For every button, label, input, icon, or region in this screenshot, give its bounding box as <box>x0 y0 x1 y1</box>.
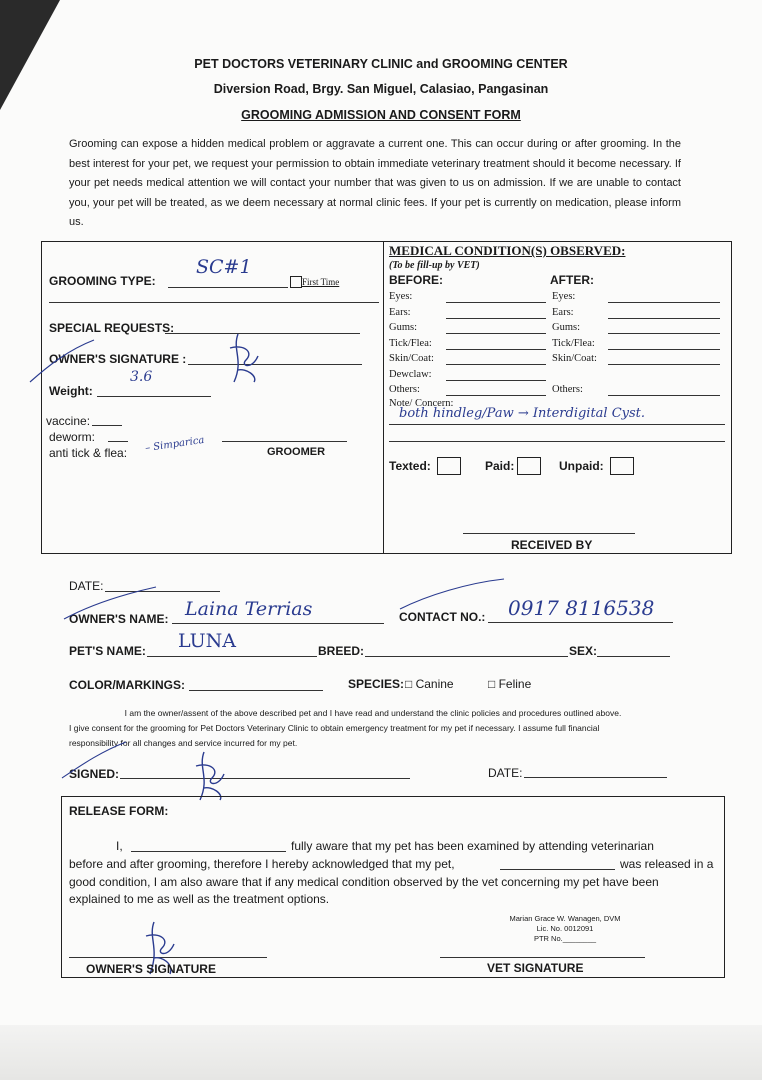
weight-value[interactable]: 3.6 <box>130 369 153 385</box>
paid-label: Paid: <box>485 459 515 473</box>
unpaid-checkbox[interactable] <box>610 457 634 475</box>
medical-subtitle: (To be fill-up by VET) <box>389 260 480 271</box>
intro-paragraph: Grooming can expose a hidden medical problem or aggravate a current one. This can occur during or after grooming. In the best interest for your pet, we request your permission to obtain immediate veterinary treatment should it become necessary. If your pet needs medical attention we will contact your number that was given to us on admission. If we are unable to contact you, your pet will be treated, as we deem necessary at normal clinic fees. If your pet is currently on medication, please inform us. <box>69 138 681 228</box>
medical-title: MEDICAL CONDITION(S) OBSERVED: <box>389 243 626 258</box>
texted-checkbox[interactable] <box>437 457 461 475</box>
release-vet-signature-label: VET SIGNATURE <box>487 961 584 975</box>
form-title: GROOMING ADMISSION AND CONSENT FORM <box>241 108 521 122</box>
note-label: Note/ Concern: <box>389 398 454 409</box>
groomer-line <box>222 441 347 442</box>
feline-option[interactable]: □ Feline <box>488 677 532 691</box>
after-field-label: Ears: <box>552 306 574 318</box>
paid-checkbox[interactable] <box>517 457 541 475</box>
before-field-line[interactable] <box>446 349 546 350</box>
before-field-line[interactable] <box>446 364 546 365</box>
release-title: RELEASE FORM: <box>69 804 169 818</box>
anti-tick-value[interactable]: – Simparica <box>144 434 206 455</box>
note-line-1 <box>389 424 725 425</box>
consent-line-2: I give consent for the grooming for Pet Doctors Veterinary Clinic to obtain emergency treatment for my pet if necessary. I assume full financial <box>69 723 600 733</box>
release-text-1: fully aware that my pet has been examined by attending veterinarian <box>291 839 654 853</box>
after-field-line[interactable] <box>608 318 720 319</box>
release-text-5: explained to me as well as the treatment options. <box>69 892 330 906</box>
contact-label: CONTACT NO.: <box>399 610 486 624</box>
note-line-2 <box>389 441 725 442</box>
vet-stamp <box>500 914 630 944</box>
before-field-label: Others: <box>389 384 420 395</box>
after-field-line[interactable] <box>608 364 720 365</box>
contact-stroke <box>398 577 508 612</box>
pet-name-value[interactable]: LUNA <box>178 630 236 652</box>
grooming-type-label: GROOMING TYPE: <box>49 274 156 288</box>
before-field-label: Eyes: <box>389 291 413 302</box>
before-field-label: Ears: <box>389 306 411 318</box>
release-name-line <box>131 851 286 852</box>
contact-value[interactable]: 0917 8116538 <box>508 596 655 620</box>
color-markings-line <box>189 690 323 691</box>
release-vet-signature-line <box>440 957 645 958</box>
texted-label: Texted: <box>389 459 431 473</box>
note-value[interactable]: both hindleg/Paw → Interdigital Cyst. <box>399 406 646 421</box>
owner-signature-scribble <box>224 330 269 385</box>
consent-line-3: responsibility for all changes and service incurred for my pet. <box>69 738 298 748</box>
grooming-type-value[interactable]: SC#1 <box>196 256 252 278</box>
signed-label: SIGNED: <box>69 767 120 781</box>
before-field-label: Tick/Flea: <box>389 337 432 349</box>
before-label: BEFORE: <box>389 273 443 287</box>
weight-label: Weight: <box>49 384 93 398</box>
after-field-label: Others: <box>552 384 583 395</box>
after-field-label: Gums: <box>552 322 581 333</box>
before-field-line[interactable] <box>446 380 546 381</box>
vet-stamp-license: Lic. No. 0012091 <box>536 924 594 933</box>
owner-name-label: OWNER'S NAME: <box>69 612 169 626</box>
release-pet-line <box>500 869 615 870</box>
vet-stamp-ptr: PTR No.________ <box>533 934 597 943</box>
before-field-label: Dewclaw: <box>389 368 432 380</box>
vaccine-label: vaccine: <box>46 414 91 428</box>
before-field-label: Gums: <box>389 322 418 333</box>
before-field-line[interactable] <box>446 318 546 319</box>
weight-line <box>97 396 211 397</box>
after-field-line[interactable] <box>608 333 720 334</box>
release-i-label: I, <box>116 839 123 853</box>
deworm-label: deworm: <box>49 430 96 444</box>
unpaid-label: Unpaid: <box>559 459 604 473</box>
owner-name-value[interactable]: Laina Terrias <box>185 598 313 620</box>
breed-label: BREED: <box>318 644 365 658</box>
species-label: SPECIES: <box>348 677 405 691</box>
vet-stamp-name: Marian Grace W. Wanagen, DVM <box>509 914 621 923</box>
consent-date-label: DATE: <box>488 766 523 780</box>
received-by-label: RECEIVED BY <box>511 538 593 552</box>
pet-name-line <box>147 656 317 657</box>
signed-scribble <box>190 748 230 803</box>
panel-divider <box>383 242 384 553</box>
before-field-line[interactable] <box>446 395 546 396</box>
signed-stroke <box>60 740 130 780</box>
groomer-label: GROOMER <box>267 446 326 458</box>
release-text-3: was released in a <box>620 857 714 871</box>
clinic-name: PET DOCTORS VETERINARY CLINIC and GROOMING CENTER <box>194 57 568 71</box>
anti-tick-label: anti tick & flea: <box>49 446 128 460</box>
owner-signature-stroke <box>28 336 98 386</box>
breed-line <box>365 656 568 657</box>
after-field-line[interactable] <box>608 302 720 303</box>
release-owner-signature-label: OWNER'S SIGNATURE <box>86 962 216 976</box>
grooming-type-line <box>168 287 288 288</box>
pet-name-label: PET'S NAME: <box>69 644 146 658</box>
after-label: AFTER: <box>550 273 594 287</box>
color-markings-label: COLOR/MARKINGS: <box>69 678 185 692</box>
consent-line-1: I am the owner/assent of the above described pet and I have read and understand the clinic policies and procedures outlined above. <box>124 708 622 718</box>
date-label-top: DATE: <box>69 579 104 593</box>
owner-name-stroke <box>60 585 160 625</box>
owners-signature-label: OWNER'S SIGNATURE : <box>49 352 187 366</box>
before-field-line[interactable] <box>446 302 546 303</box>
owners-signature-line <box>188 364 362 365</box>
signed-line <box>120 778 410 779</box>
contact-line <box>488 622 673 623</box>
after-field-label: Tick/Flea: <box>552 337 595 349</box>
clinic-address: Diversion Road, Brgy. San Miguel, Calasiao, Pangasinan <box>213 82 549 96</box>
before-field-line[interactable] <box>446 333 546 334</box>
release-text-4: good condition, I am also aware that if any medical condition observed by the vet concerning my pet have been <box>69 875 659 889</box>
first-time-checkbox[interactable] <box>290 276 302 288</box>
received-by-line <box>463 533 635 534</box>
release-text-2: before and after grooming, therefore I hereby acknowledged that my pet, <box>69 857 455 871</box>
first-time-label: First Time <box>302 277 340 287</box>
after-field-line[interactable] <box>608 395 720 396</box>
after-field-label: Skin/Coat: <box>552 353 597 364</box>
vaccine-line <box>92 425 122 426</box>
grooming-extra-line <box>49 302 379 303</box>
after-field-label: Eyes: <box>552 291 576 302</box>
scan-bottom-shadow <box>0 1025 762 1080</box>
canine-option[interactable]: □ Canine <box>405 677 454 691</box>
sex-line <box>597 656 670 657</box>
consent-date-line <box>524 777 667 778</box>
special-requests-label: SPECIAL REQUESTS: <box>49 321 175 335</box>
deworm-line <box>108 441 128 442</box>
after-field-line[interactable] <box>608 349 720 350</box>
sex-label: SEX: <box>569 644 598 658</box>
before-field-label: Skin/Coat: <box>389 353 434 364</box>
owner-name-line <box>172 623 384 624</box>
